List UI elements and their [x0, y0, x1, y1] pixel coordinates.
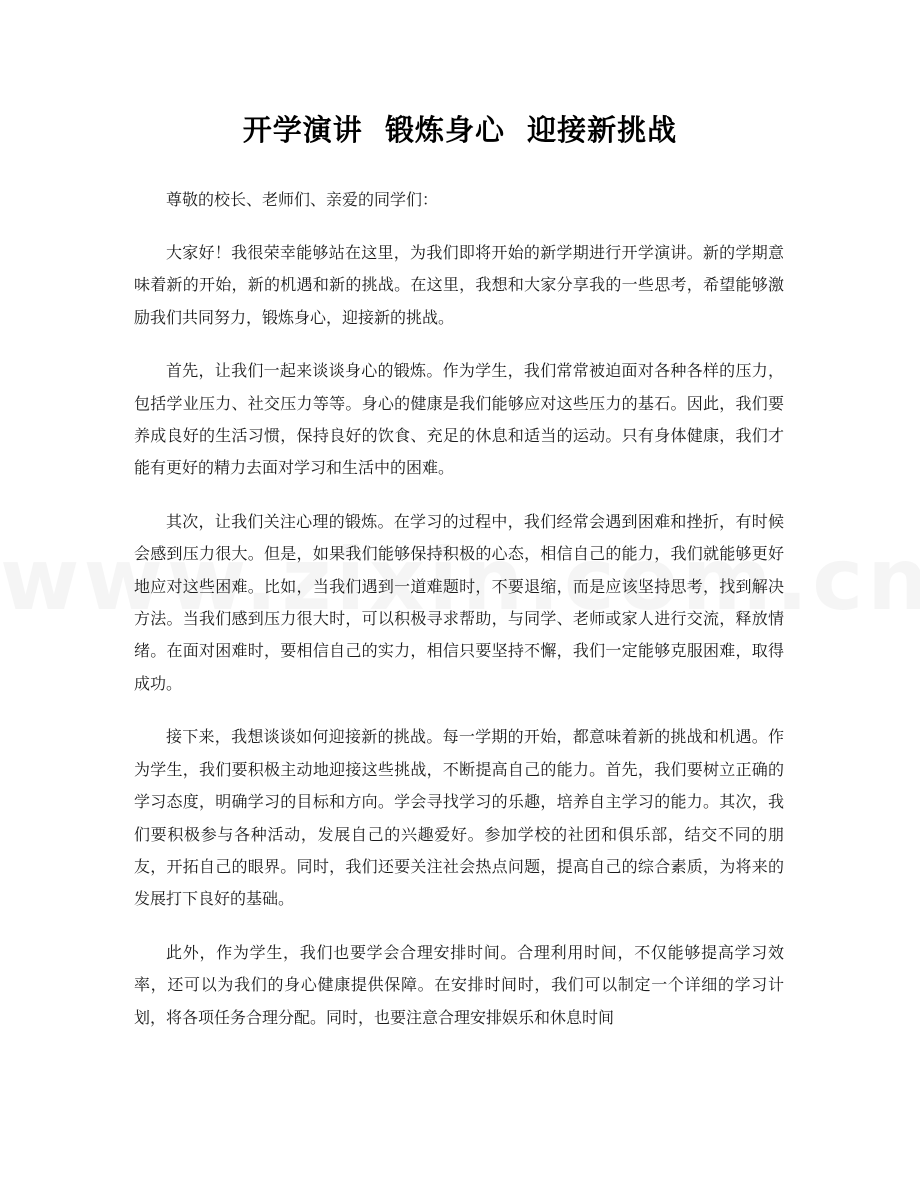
paragraph-5: 此外，作为学生，我们也要学会合理安排时间。合理利用时间，不仅能够提高学习效率，还可以为我们的身心健康提供保障。在安排时间时，我们可以制定一个详细的学习计划，将各项任务合理分配。同时，也要注意合理安排娱乐和休息时间	[134, 942, 784, 1027]
paragraph-2: 首先，让我们一起来谈谈身心的锻炼。作为学生，我们常常被迫面对各种各样的压力，包括学业压力、社交压力等等。身心的健康是我们能够应对这些压力的基石。因此，我们要养成良好的生活习惯，保持良好的饮食、充足的休息和适当的运动。只有身体健康，我们才能有更好的精力去面对学习和生活中的困难。	[134, 361, 784, 478]
document-title: 开学演讲 锻炼身心 迎接新挑战	[242, 113, 678, 147]
salutation: 尊敬的校长、老师们、亲爱的同学们：	[166, 190, 439, 209]
document-body	[134, 184, 784, 1055]
paragraph-4: 接下来，我想谈谈如何迎接新的挑战。每一学期的开始，都意味着新的挑战和机遇。作为学生，我们要积极主动地迎接这些挑战，不断提高自己的能力。首先，我们要树立正确的学习态度，明确学习的目标和方向。学会寻找学习的乐趣，培养自主学习的能力。其次，我们要积极参与各种活动，发展自己的兴趣爱好。参加学校的社团和俱乐部，结交不同的朋友，开拓自己的眼界。同时，我们还要关注社会热点问题，提高自己的综合素质，为将来的发展打下良好的基础。	[134, 727, 784, 909]
paragraph-1: 大家好！我很荣幸能够站在这里，为我们即将开始的新学期进行开学演讲。新的学期意味着新的开始，新的机遇和新的挑战。在这里，我想和大家分享我的一些思考，希望能够激励我们共同努力，锻炼身心，迎接新的挑战。	[134, 243, 784, 327]
paragraph-3: 其次，让我们关注心理的锻炼。在学习的过程中，我们经常会遇到困难和挫折，有时候会感到压力很大。但是，如果我们能够保持积极的心态，相信自己的能力，我们就能够更好地应对这些困难。比如，当我们遇到一道难题时，不要退缩，而是应该坚持思考，找到解决方法。当我们感到压力很大时，可以积极寻求帮助，与同学、老师或家人进行交流，释放情绪。在面对困难时，要相信自己的实力，相信只要坚持不懈，我们一定能够克服困难，取得成功。	[134, 511, 784, 693]
